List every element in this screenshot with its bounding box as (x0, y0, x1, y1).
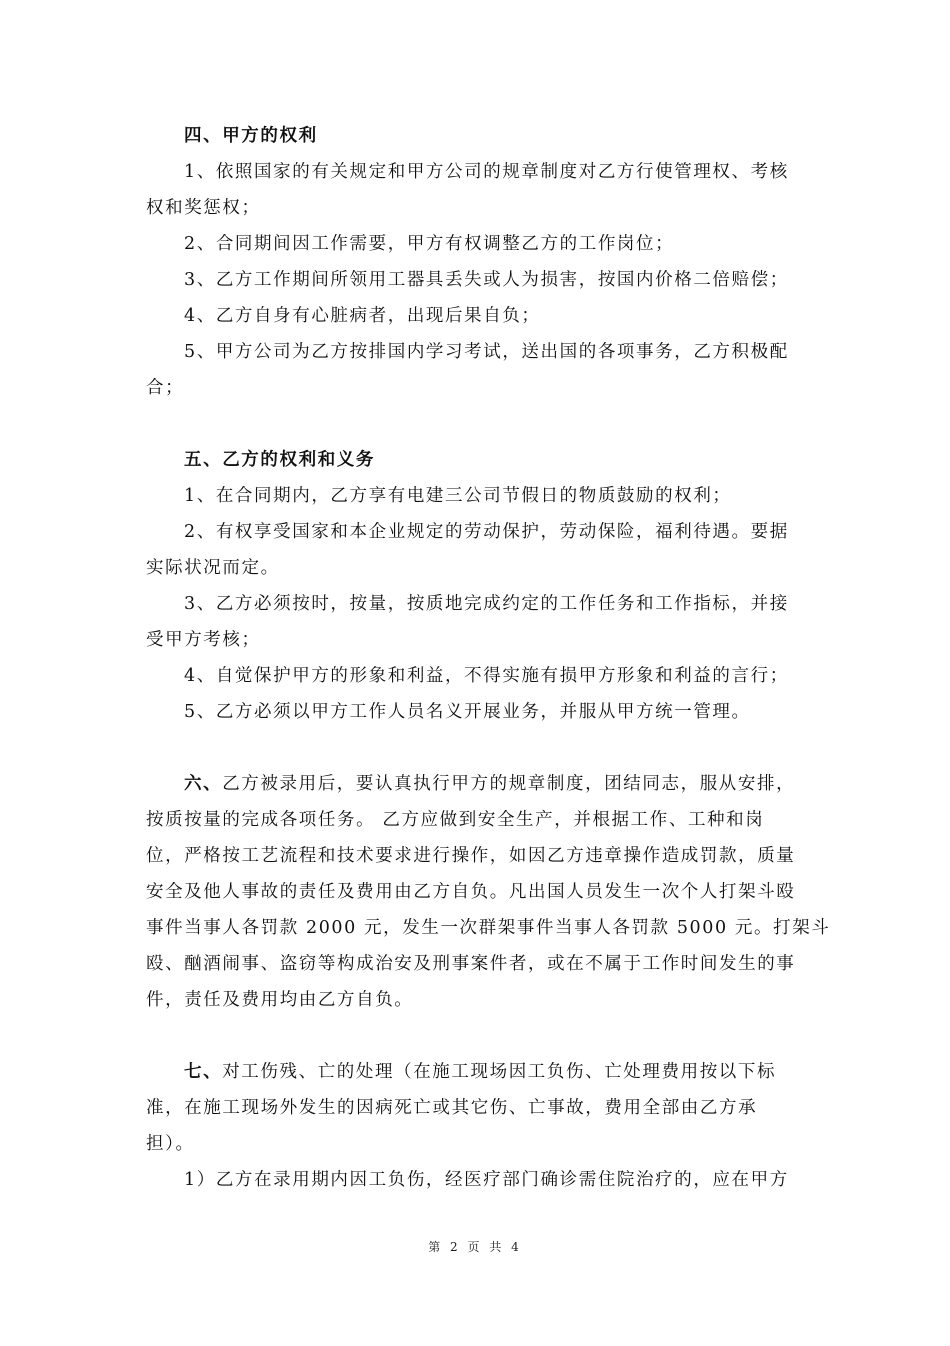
section-5-item-5: 5、乙方必须以甲方工作人员名义开展业务，并服从甲方统一管理。 (184, 702, 751, 722)
section-6-first-line (146, 766, 804, 802)
section-gap (146, 406, 804, 442)
section-4-item-5-cont: 合； (146, 378, 185, 398)
section-5-heading: 五、乙方的权利和义务 (184, 450, 375, 470)
page-footer: 第 2 页 共 4 (428, 1240, 522, 1254)
section-4-item-2: 2、合同期间因工作需要，甲方有权调整乙方的工作岗位； (184, 234, 675, 254)
section-4-item-1-cont: 权和奖惩权； (146, 198, 261, 218)
section-6-line: 事件当事人各罚款 2000 元，发生一次群架事件当事人各罚款 5000 元。打架斗 (146, 918, 831, 938)
section-6-first-line-text: 乙方被录用后，要认真执行甲方的规章制度，团结同志，服从安排， (222, 774, 796, 794)
section-6-line: 按质按量的完成各项任务。 乙方应做到安全生产，并根据工作、工种和岗 (146, 810, 765, 830)
section-6-line: 件，责任及费用均由乙方自负。 (146, 990, 414, 1010)
section-6-line: 殴、酗酒闹事、盗窃等构成治安及刑事案件者，或在不属于工作时间发生的事 (146, 954, 796, 974)
section-7-first-line (146, 1054, 804, 1090)
section-4-item-4: 4、乙方自身有心脏病者，出现后果自负； (184, 306, 541, 326)
section-4-item-5: 5、甲方公司为乙方按排国内学习考试，送出国的各项事务，乙方积极配 (184, 342, 789, 362)
section-7-line: 担）。 (146, 1134, 195, 1154)
section-4-item-1: 1、依照国家的有关规定和甲方公司的规章制度对乙方行使管理权、考核 (184, 162, 789, 182)
section-7-line: 准，在施工现场外发生的因病死亡或其它伤、亡事故，费用全部由乙方承 (146, 1098, 758, 1118)
section-4-item-3: 3、乙方工作期间所领用工器具丢失或人为损害，按国内价格二倍赔偿； (184, 270, 789, 290)
section-6-heading: 六、 (184, 774, 223, 794)
section-5-item-1: 1、在合同期内，乙方享有电建三公司节假日的物质鼓励的权利； (184, 486, 732, 506)
section-6-line: 位，严格按工艺流程和技术要求进行操作，如因乙方违章操作造成罚款，质量 (146, 846, 796, 866)
section-5-item-4: 4、自觉保护甲方的形象和利益，不得实施有损甲方形象和利益的言行； (184, 666, 789, 686)
section-gap (146, 730, 804, 766)
document-body (146, 118, 831, 1198)
section-7-heading: 七、 (184, 1062, 223, 1082)
section-5-item-2: 2、有权享受国家和本企业规定的劳动保护，劳动保险，福利待遇。要据 (184, 522, 789, 542)
section-5-item-2-cont: 实际状况而定。 (146, 558, 280, 578)
section-7-first-line-text: 对工伤残、亡的处理（在施工现场因工负伤、亡处理费用按以下标 (222, 1062, 777, 1082)
section-5-item-3-cont: 受甲方考核； (146, 630, 261, 650)
section-4-heading: 四、甲方的权利 (184, 126, 318, 146)
section-5-item-3: 3、乙方必须按时，按量，按质地完成约定的工作任务和工作指标，并接 (184, 594, 789, 614)
section-6-line: 安全及他人事故的责任及费用由乙方自负。凡出国人员发生一次个人打架斗殴 (146, 882, 796, 902)
section-gap (146, 1018, 804, 1054)
section-7-item-1: 1）乙方在录用期内因工负伤，经医疗部门确诊需住院治疗的，应在甲方 (184, 1170, 789, 1190)
